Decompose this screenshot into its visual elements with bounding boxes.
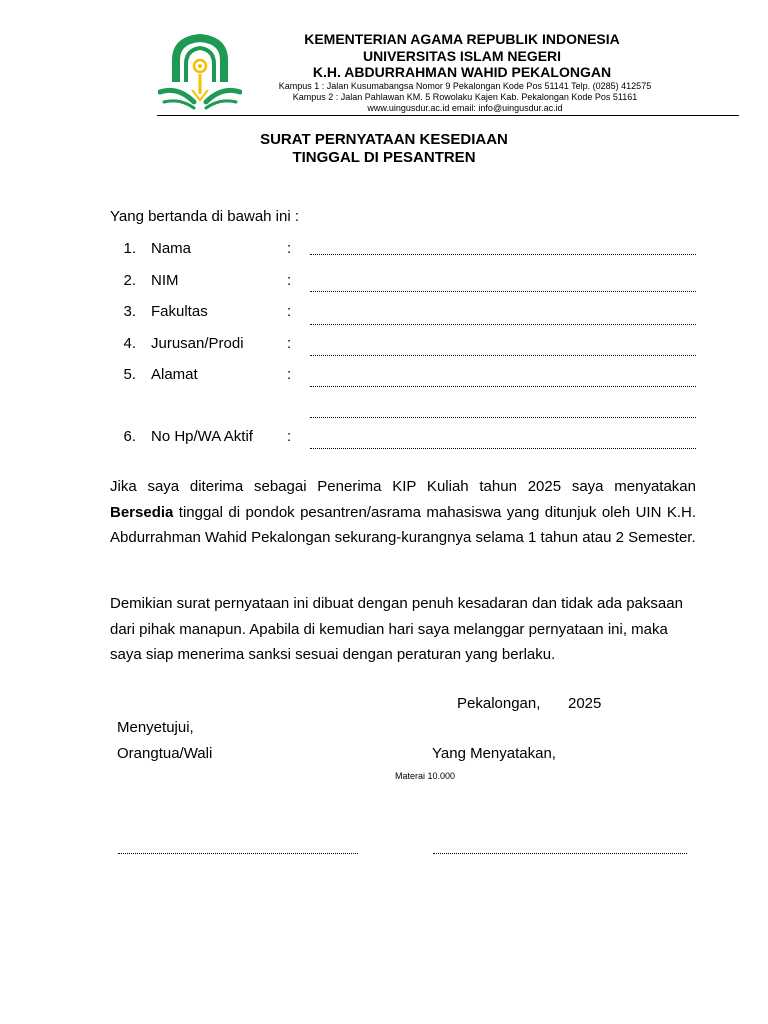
field-label-nama: Nama bbox=[151, 240, 192, 257]
field-label-nim: NIM bbox=[151, 272, 179, 289]
signature-place: Pekalongan, bbox=[457, 695, 541, 712]
document-subtitle: TINGGAL DI PESANTREN bbox=[292, 149, 476, 166]
field-number: 5. bbox=[123, 366, 136, 383]
field-colon: : bbox=[287, 272, 292, 289]
field-number: 4. bbox=[123, 335, 136, 352]
field-blank-nama[interactable] bbox=[310, 254, 696, 255]
field-colon: : bbox=[287, 366, 292, 383]
field-label-phone: No Hp/WA Aktif bbox=[151, 428, 253, 445]
letterhead-divider bbox=[157, 115, 739, 116]
field-colon: : bbox=[287, 303, 292, 320]
approved-label: Menyetujui, bbox=[117, 719, 194, 736]
field-blank-fakultas[interactable] bbox=[310, 324, 696, 325]
field-blank-phone[interactable] bbox=[310, 448, 696, 449]
university-heading: UNIVERSITAS ISLAM NEGERI bbox=[362, 48, 562, 64]
field-blank-jurusan[interactable] bbox=[310, 355, 696, 356]
field-blank-alamat[interactable] bbox=[310, 386, 696, 387]
contact-line: www.uingusdur.ac.id email: info@uingusdur.ac.id bbox=[367, 103, 563, 113]
field-label-jurusan: Jurusan/Prodi bbox=[151, 335, 244, 352]
address-line-2: Kampus 2 : Jalan Pahlawan KM. 5 Rowolaku Kajen Kab. Pekalongan Kode Pos 51161 bbox=[292, 92, 638, 102]
declarant-signature-line[interactable] bbox=[433, 853, 687, 854]
signature-year: 2025 bbox=[568, 695, 602, 712]
statement-text-continued: tinggal di pondok pesantren/asrama mahasiswa yang ditunjuk oleh UIN K.H. Abdurrahman Wahid Pekalongan sekurang-kurangnya selama 1 tahun atau 2 Semester. bbox=[110, 503, 696, 546]
field-blank-alamat-line-2[interactable] bbox=[310, 417, 696, 418]
guardian-label: Orangtua/Wali bbox=[117, 745, 213, 762]
field-colon: : bbox=[287, 335, 292, 352]
field-number: 6. bbox=[123, 428, 136, 445]
field-label-alamat: Alamat bbox=[151, 366, 198, 383]
field-number: 2. bbox=[123, 272, 136, 289]
intro-text: Yang bertanda di bawah ini : bbox=[110, 208, 300, 225]
field-number: 3. bbox=[123, 303, 136, 320]
stamp-note: Materai 10.000 bbox=[395, 771, 456, 781]
address-line-1: Kampus 1 : Jalan Kusumabangsa Nomor 9 Pekalongan Kode Pos 51141 Telp. (0285) 412575 bbox=[278, 81, 652, 91]
field-number: 1. bbox=[123, 240, 136, 257]
closing-paragraph: Demikian surat pernyataan ini dibuat dengan penuh kesadaran dan tidak ada paksaan dari pihak manapun. Apabila di kemudian hari saya melanggar pernyataan ini, maka saya siap menerima sanksi sesuai dengan peraturan yang berlaku. bbox=[110, 595, 683, 663]
ministry-heading: KEMENTERIAN AGAMA REPUBLIK INDONESIA bbox=[304, 31, 620, 47]
statement-text: Jika saya diterima sebagai Penerima KIP Kuliah tahun 2025 saya menyatakan bbox=[110, 478, 696, 495]
field-blank-nim[interactable] bbox=[310, 291, 696, 292]
document-title: SURAT PERNYATAAN KESEDIAAN bbox=[260, 131, 508, 148]
declarant-label: Yang Menyatakan, bbox=[432, 745, 556, 762]
statement-paragraph bbox=[110, 474, 696, 551]
statement-emphasis: Bersedia bbox=[110, 503, 174, 521]
field-label-fakultas: Fakultas bbox=[151, 303, 208, 320]
university-logo bbox=[158, 34, 242, 112]
field-colon: : bbox=[287, 428, 292, 445]
field-colon: : bbox=[287, 240, 292, 257]
guardian-signature-line[interactable] bbox=[118, 853, 358, 854]
campus-heading: K.H. ABDURRAHMAN WAHID PEKALONGAN bbox=[312, 64, 612, 80]
